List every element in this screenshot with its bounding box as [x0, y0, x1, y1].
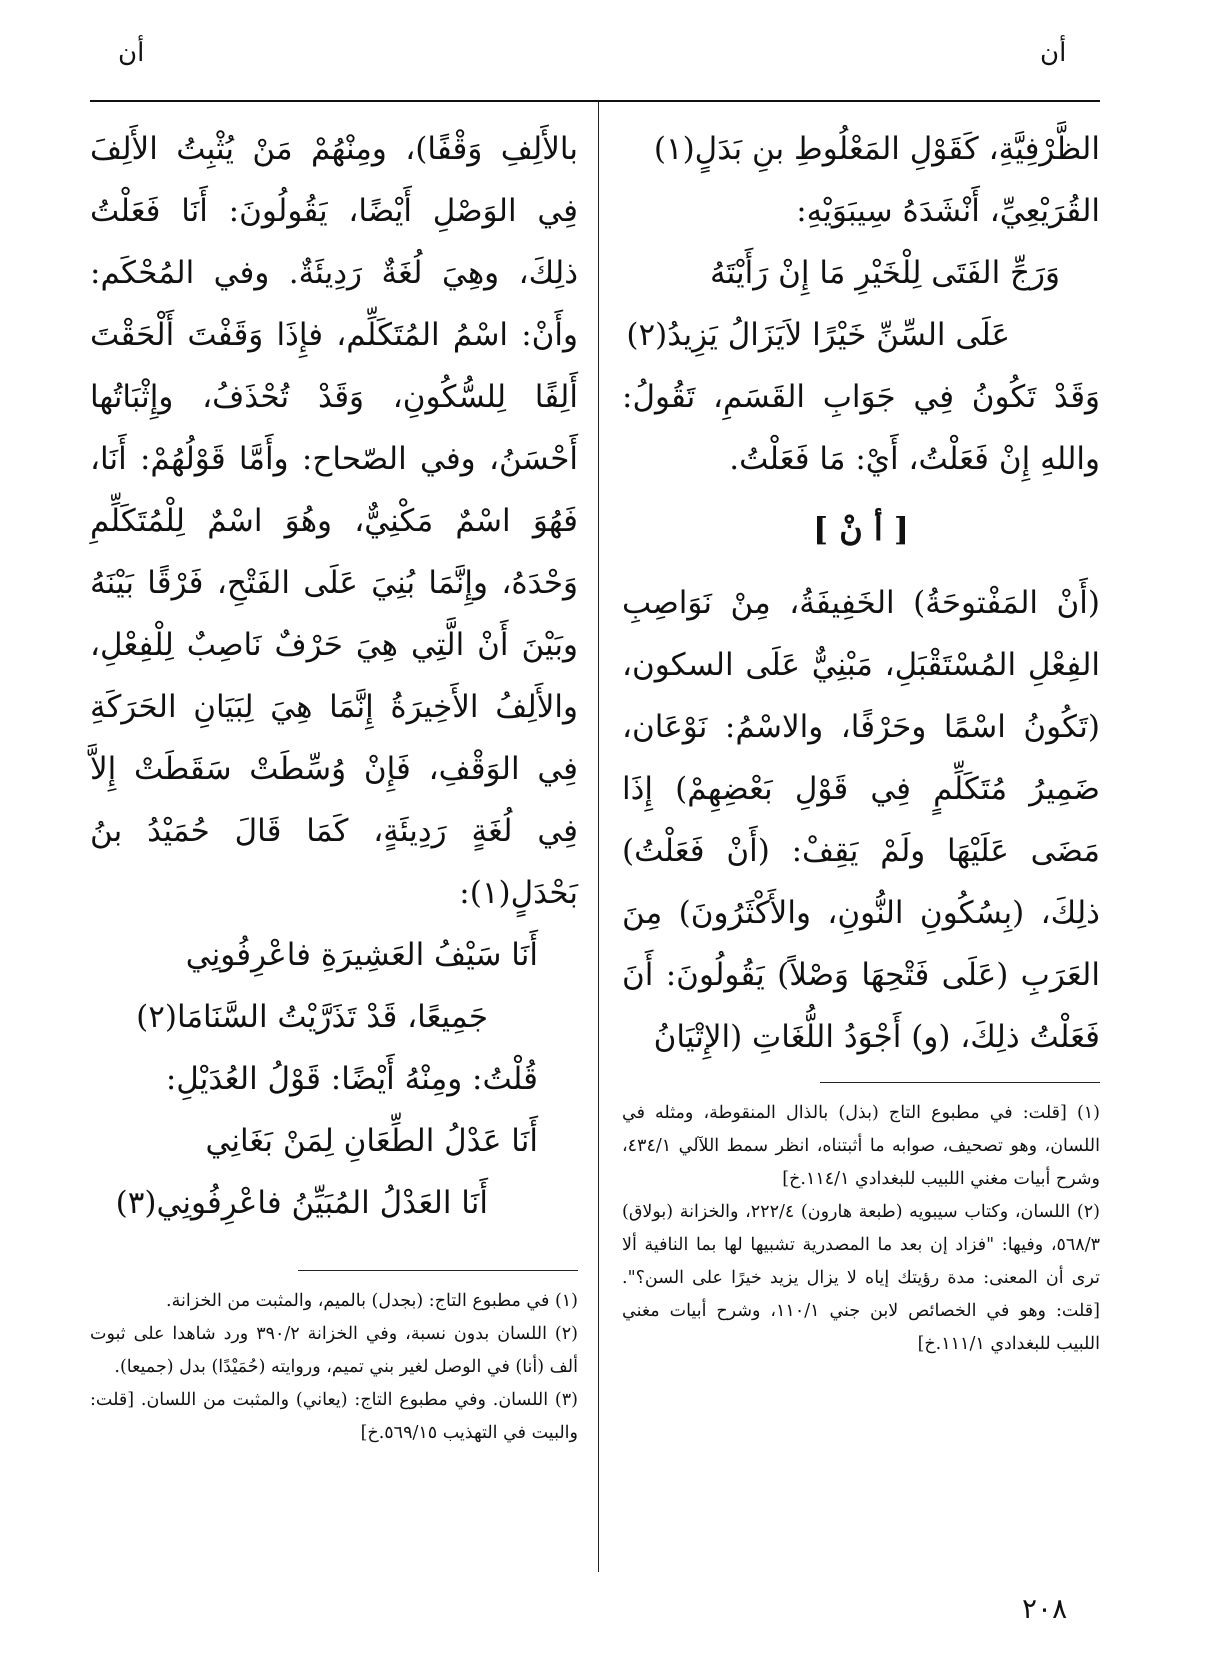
page-number: ٢٠٨ — [1022, 1592, 1068, 1625]
header-rule — [90, 100, 1100, 102]
body-line: الظَّرْفِيَّةِ، كَقَوْلِ المَعْلُوطِ بنِ بَدَلٍ(١) — [653, 131, 1100, 167]
body-paragraph: بالأَلِفِ وَقْفًا)، ومِنْهُمْ مَنْ يُثْبِتُ الأَلِفَ فِي الوَصْلِ أَيْضًا، يَقُولُونَ: أَنَا فَعَلْتُ ذلِكَ، وهِيَ لُغَةٌ رَدِيئَةٌ. وفي المُحْكَم: وأَنْ: اسْمُ المُتَكَلِّم، فإِذَا وَقَفْتَ أَلْحَقْتَ أَلِفًا لِلسُّكُونِ، وَقَدْ تُحْذَفُ، وإِثْبَاتُها أَحْسَنُ، وفي الصّحاح: وأَمَّا قَوْلُهُمْ: أَنَا، فَهُوَ اسْمٌ مَكْنِيٌّ، وهُوَ اسْمٌ لِلْمُتَكَلِّمِ وَحْدَهُ، وإِنَّمَا بُنِيَ عَلَى الفَتْحِ، فَرْقًا بَيْنَهُ وبَيْنَ أَنْ الَّتِي هِيَ حَرْفٌ نَاصِبٌ لِلْفِعْلِ، والأَلِفُ الأَخِيرَةُ إِنَّمَا هِيَ لِبَيَانِ الحَرَكَةِ فِي الوَقْفِ، فَإِنْ وُسِّطَتْ سَقَطَتْ إِلاَّ فِي لُغَةٍ رَدِيئَةٍ، كَمَا قَالَ حُمَيْدُ بنُ بَحْدَلٍ(١): — [90, 131, 578, 911]
verse-line: أَنَا العَدْلُ المُبَيِّنُ فاعْرِفُونِي(٣) — [115, 1185, 488, 1221]
verse-line: أَنَا عَدْلُ الطِّعَانِ لِمَنْ بَغَانِي — [205, 1123, 538, 1159]
verse-line: أَنَا سَيْفُ العَشِيرَةِ فاعْرِفُونِي — [185, 937, 538, 973]
footnote: (٣) اللسان. وفي مطبوع التاج: (يعاني) والمثبت من اللسان. [قلت: والبيت في التهذيب ٥٦٩/١٥.خ] — [90, 1390, 578, 1443]
body-line: قُلْتُ: ومِنْهُ أَيْضًا: قَوْلُ العُدَيْلِ: — [165, 1061, 538, 1097]
left-column — [90, 118, 578, 1450]
footnote: (١) [قلت: في مطبوع التاج (بذل) بالذال المنقوطة، ومثله في اللسان، وهو تصحيف، صوابه ما أثبتناه، انظر سمط اللآلي ٤٣٤/١، وشرح أبيات مغني اللبيب للبغدادي ١١٤/١.خ] — [622, 1103, 1100, 1189]
body-paragraph: وَقَدْ تَكُونُ فِي جَوَابِ القَسَمِ، تَقُولُ: واللهِ إِنْ فَعَلْتُ، أَيْ: مَا فَعَلْتُ. — [622, 379, 1100, 477]
running-head-left: أن — [118, 38, 145, 68]
footnote-rule — [298, 1270, 578, 1271]
verse-line: عَلَى السِّنِّ خَيْرًا لاَيَزَالُ يَزِيدُ(٢) — [626, 317, 1010, 353]
footnote: (٢) اللسان، وكتاب سيبويه (طبعة هارون) ٢٢٢/٤، والخزانة (بولاق) ٥٦٨/٣، وفيها: "فزاد إن بعد ما المصدرية تشبيها لها بما النافية ألا ترى أن المعنى: مدة رؤيتك إياه لا يزال يزيد خيرًا على السن؟". [قلت: وهو في الخصائص لابن جني ١١٠/١، وشرح أبيات مغني اللبيب للبغدادي ١١١/١.خ] — [622, 1202, 1101, 1354]
footnote-rule — [820, 1082, 1100, 1083]
footnote: (٢) اللسان بدون نسبة، وفي الخزانة ٣٩٠/٢ ورد شاهدا على ثبوت ألف (أنا) في الوصل لغير بني تميم، وروايته (حُمَيْدًا) بدل (جميعا). — [90, 1324, 578, 1377]
column-divider — [598, 102, 599, 1572]
verse-line: جَمِيعًا، قَدْ تَذَرَّيْتُ السَّنَامَا(٢) — [136, 999, 488, 1035]
body-paragraph: (أَنْ المَفْتوحَةُ) الخَفِيفَةُ، مِنْ نَوَاصِبِ الفِعْلِ المُسْتَقْبَلِ، مَبْنِيٌّ عَلَى السكون، (تَكُونُ اسْمًا وحَرْفًا، والاسْمُ: نَوْعَان، ضَمِيرُ مُتَكَلِّمٍ فِي قَوْلِ بَعْضِهِمْ) إِذَا مَضَى عَلَيْهَا ولَمْ يَقِفْ: (أَنْ فَعَلْتُ) ذلِكَ، (بِسُكُونِ النُّونِ، والأَكْثَرُونَ) مِنَ العَرَبِ (عَلَى فَتْحِهَا وَصْلاً) يَقُولُونَ: أَنَ فَعَلْتُ ذلِكَ، (و) أَجْوَدُ اللُّغَاتِ (الإِتْيَانُ — [622, 585, 1100, 1055]
running-head-right: أن — [1040, 38, 1067, 68]
left-column-body — [90, 118, 578, 1246]
right-column-body — [622, 118, 1100, 1058]
entry-heading: [ أ نْ ] — [812, 510, 910, 548]
right-column — [622, 118, 1100, 1361]
verse-line: وَرَجِّ الفَتَى لِلْخَيْرِ مَا إِنْ رَأَيْتَهُ — [710, 255, 1060, 291]
footnote: (١) في مطبوع التاج: (بجدل) بالميم، والمثبت من الخزانة. — [166, 1291, 578, 1311]
body-line: القُرَيْعِيِّ، أَنْشَدَهُ سِيبَوَيْهِ: — [796, 193, 1100, 229]
